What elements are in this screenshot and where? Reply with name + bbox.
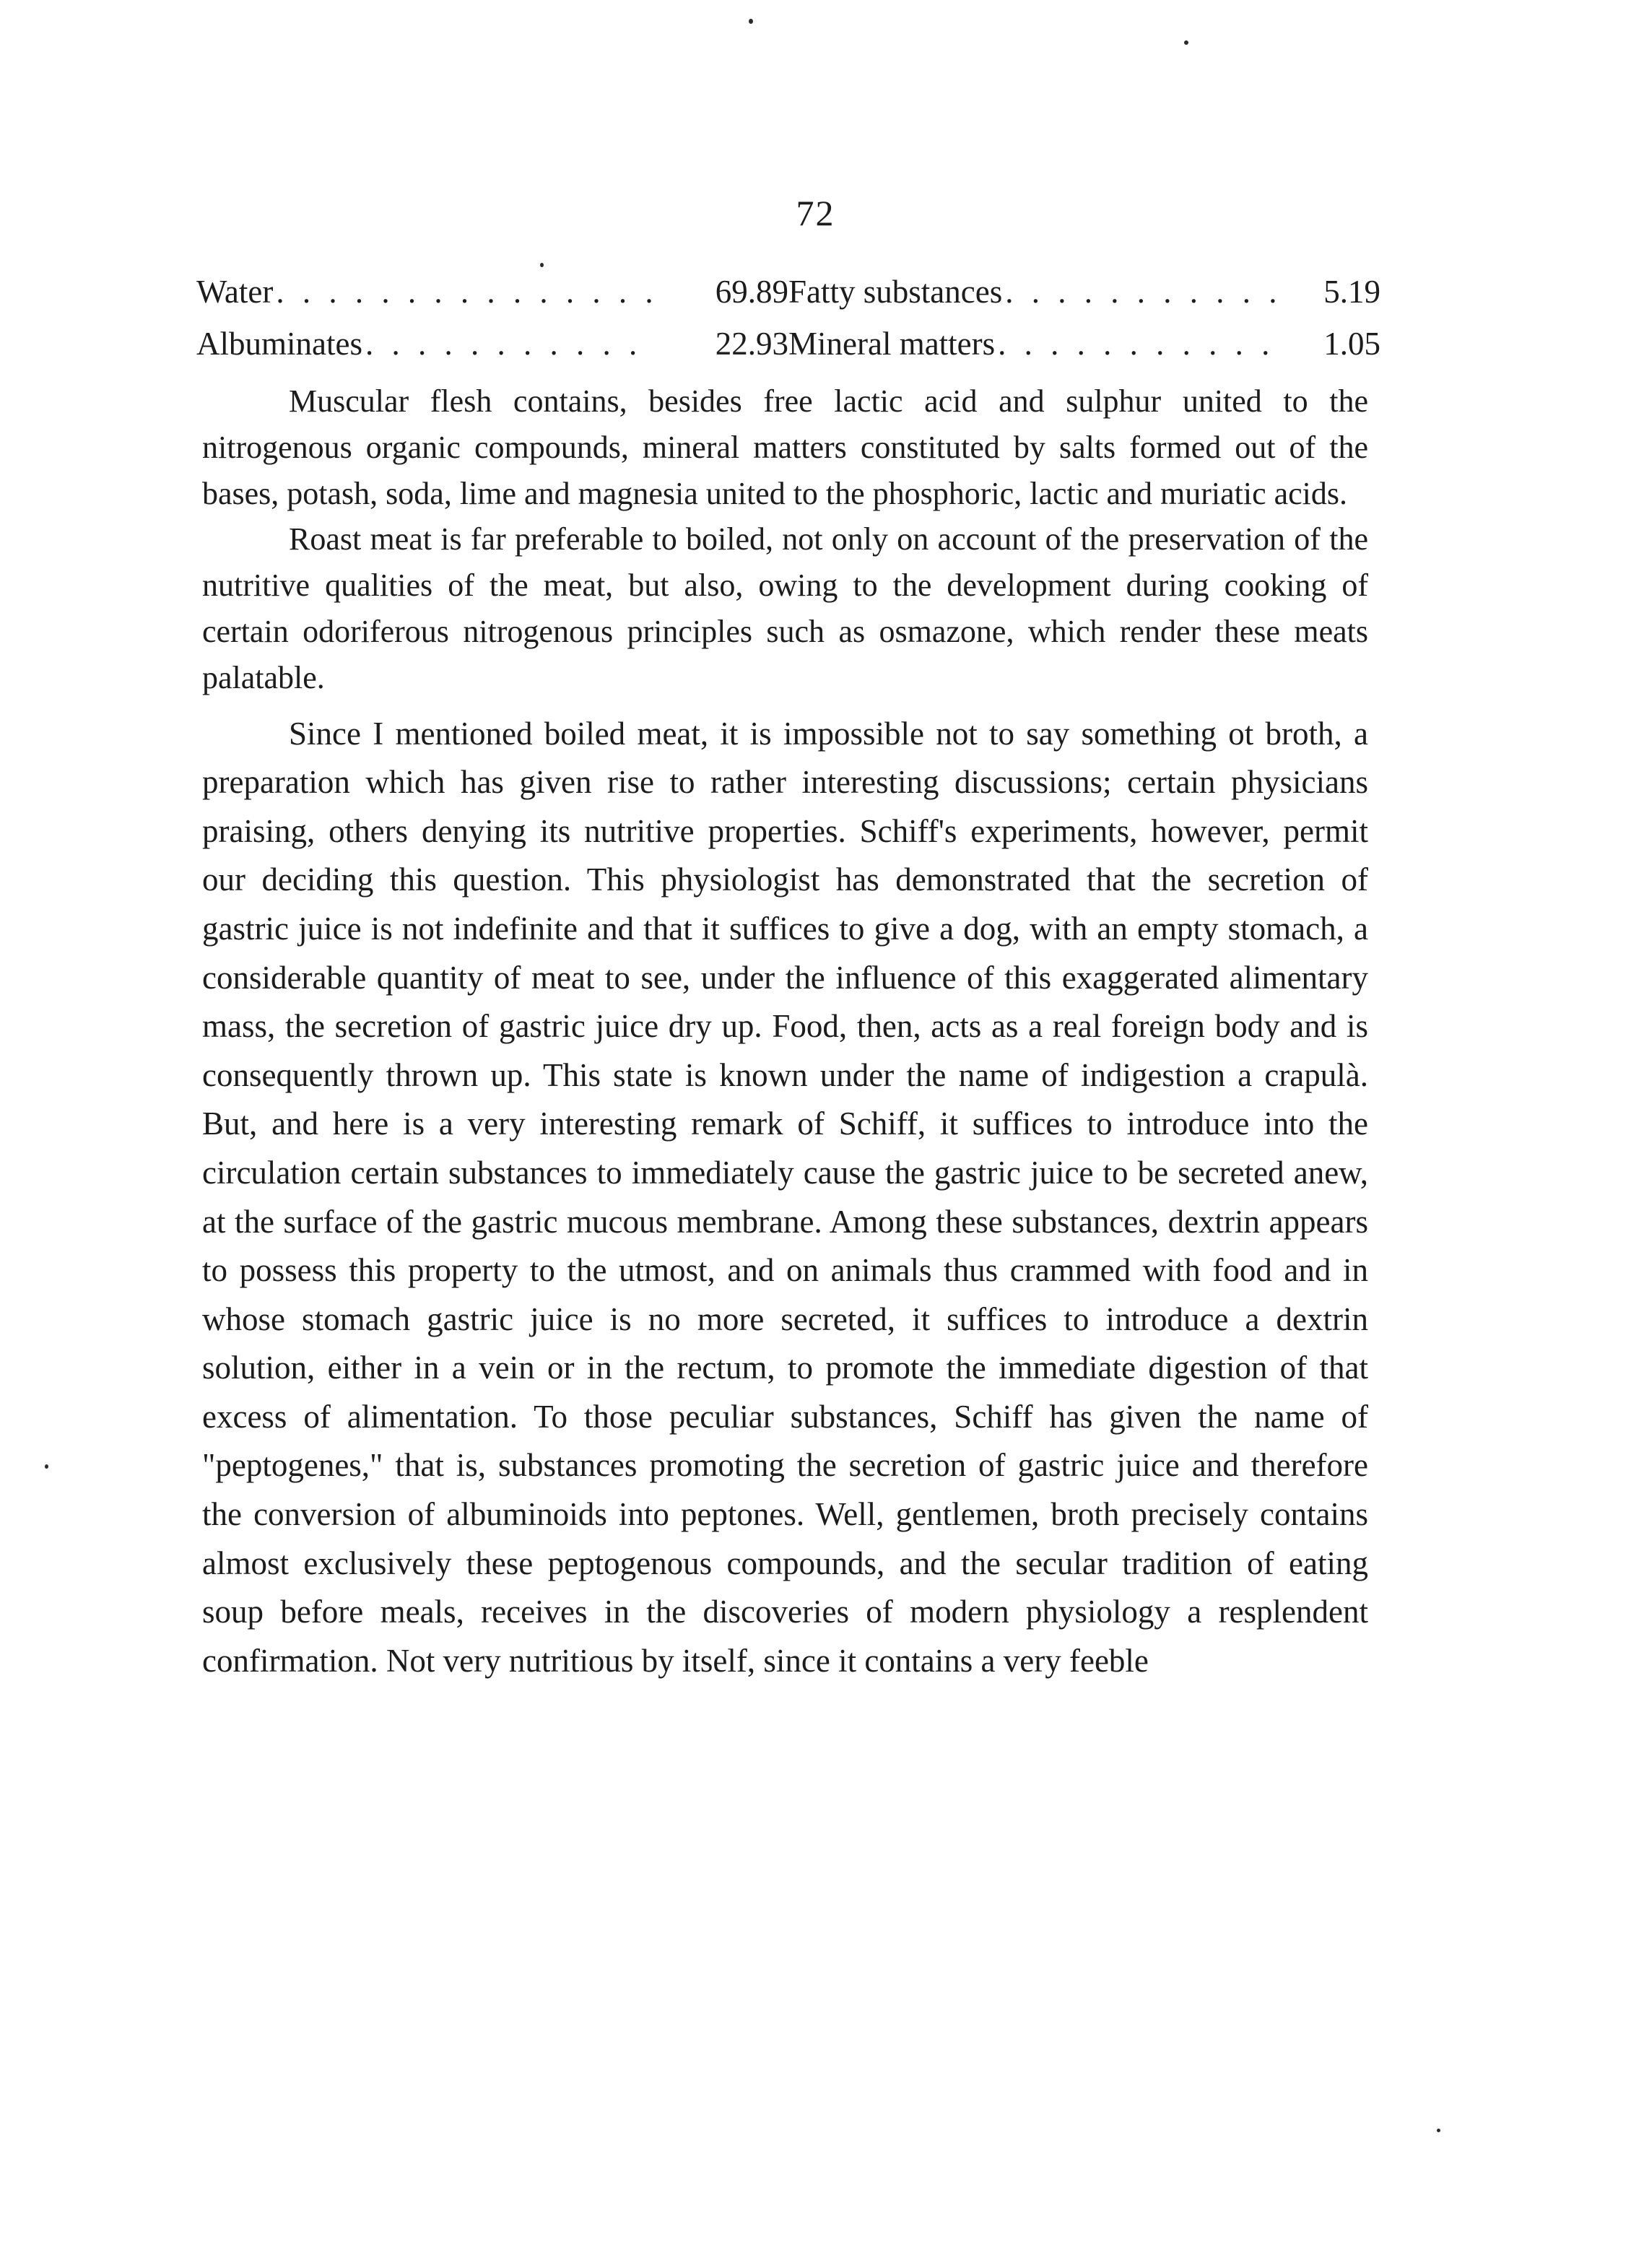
scan-speck: [45, 1464, 48, 1469]
composition-value: 5.19: [1323, 274, 1380, 310]
scan-speck: [1437, 2129, 1440, 2132]
composition-label: Water: [196, 274, 274, 310]
composition-value: 69.89: [715, 274, 788, 310]
composition-row: [196, 266, 1380, 318]
dot-leader: [362, 318, 657, 370]
composition-label: Mineral matters: [788, 326, 996, 362]
dot-leader: [995, 318, 1285, 370]
composition-label: Fatty substances: [788, 274, 1003, 310]
dot-leader: [273, 266, 657, 318]
composition-table: [196, 266, 1380, 370]
paragraph: Since I mentioned boiled meat, it is impossible not to say something ot broth, a preparation which has given rise to rather interesting discussions; certain physicians praising, others denying its nutritive properties. Schiff's experiments, however, permit our deciding this question. This physiologist has demonstrated that the secretion of gastric juice is not indefinite and that it suffices to give a dog, with an empty stomach, a considerable quantity of meat to see, under the influence of this exaggerated alimentary mass, the secretion of gastric juice dry up. Food, then, acts as a real foreign body and is consequently thrown up. This state is known under the name of indigestion a crapulà. But, and here is a very interesting remark of Schiff, it suffices to introduce into the circulation certain substances to immediately cause the gastric juice to be secreted anew, at the surface of the gastric mucous membrane. Among these substances, dextrin appears to possess this property to the utmost, and on animals thus crammed with food and in whose stomach gastric juice is no more secreted, it suffices to introduce a dextrin solution, either in a vein or in the rectum, to promote the immediate digestion of that excess of alimentation. To those peculiar substances, Schiff has given the name of "peptogenes," that is, substances promoting the secretion of gastric juice and therefore the conversion of albuminoids into peptones. Well, gentlemen, broth precisely contains almost exclusively these peptogenous compounds, and the secular tradition of eating soup before meals, receives in the discoveries of modern physiology a resplendent confirmation. Not very nutritious by itself, since it contains a very feeble: [202, 715, 1368, 1679]
composition-entry-albuminates: [196, 318, 788, 370]
scan-speck: [1184, 40, 1188, 45]
composition-value: 22.93: [715, 326, 788, 362]
page-number: 72: [796, 193, 835, 233]
paragraph: Muscular flesh contains, besides free lactic acid and sulphur united to the nitrogenous organic compounds, mineral matters constituted by salts formed out of the bases, potash, soda, lime and magnesia united to the phosphoric, lactic and muriatic acids.: [202, 383, 1368, 511]
body-text: [202, 378, 1368, 1685]
scan-speck: [540, 263, 544, 267]
composition-label: Albuminates: [196, 326, 362, 362]
composition-entry-mineral-matters: [788, 318, 1380, 370]
composition-value: 1.05: [1323, 326, 1380, 362]
composition-row: [196, 318, 1380, 370]
composition-entry-fatty-substances: [788, 266, 1380, 318]
paragraph: Roast meat is far preferable to boiled, not only on account of the preservation of the nutritive qualities of the meat, but also, owing to the development during cooking of certain odoriferous nitrogenous principles such as osmazone, which render these meats palatable.: [202, 521, 1368, 695]
scan-speck: [749, 19, 753, 24]
composition-entry-water: [196, 266, 788, 318]
dot-leader: [1002, 266, 1285, 318]
